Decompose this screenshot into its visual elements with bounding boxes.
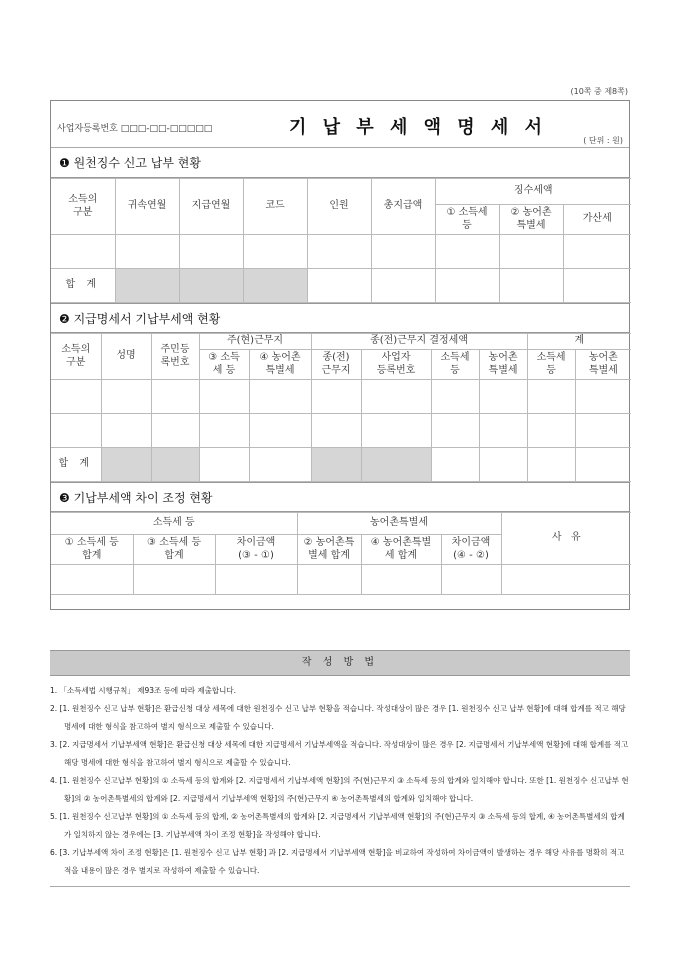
form-header <box>51 101 629 148</box>
cell[interactable] <box>563 269 631 303</box>
shaded-cell <box>361 448 431 482</box>
cell[interactable] <box>441 565 501 595</box>
s2-col-name: 성명 <box>101 334 151 380</box>
cell[interactable] <box>361 380 431 414</box>
section2-title: ❷ 지급명세서 기납부세액 현황 <box>51 303 629 333</box>
cell[interactable] <box>361 565 441 595</box>
shaded-cell <box>243 269 307 303</box>
sum-row <box>51 448 631 482</box>
s1-col-paid: 지급연월 <box>179 179 243 235</box>
cell[interactable] <box>527 448 575 482</box>
s2-col-main: 주(현)근무지 <box>199 334 311 350</box>
cell[interactable] <box>199 414 249 448</box>
section3-title: ❸ 기납부세액 차이 조정 현황 <box>51 482 629 512</box>
section1-title: ❶ 원천징수 신고 납부 현황 <box>51 148 629 178</box>
cell[interactable] <box>151 380 199 414</box>
s2-col-prev4: 농어촌 특별세 <box>479 350 527 380</box>
cell[interactable] <box>435 235 499 269</box>
cell[interactable] <box>311 414 361 448</box>
shaded-cell <box>151 448 199 482</box>
s2-col-income: 소득의 구분 <box>51 334 101 380</box>
cell[interactable] <box>527 414 575 448</box>
cell[interactable] <box>479 380 527 414</box>
cell[interactable] <box>527 380 575 414</box>
unit-note: ( 단위 : 원) <box>583 136 623 145</box>
cell[interactable] <box>115 235 179 269</box>
business-reg-number <box>57 121 212 134</box>
cell[interactable] <box>431 380 479 414</box>
s1-col-income: 소득의 구분 <box>51 179 115 235</box>
cell[interactable] <box>215 565 297 595</box>
cell[interactable] <box>249 414 311 448</box>
cell[interactable] <box>435 269 499 303</box>
cell[interactable] <box>51 414 101 448</box>
cell[interactable] <box>371 269 435 303</box>
cell[interactable] <box>101 380 151 414</box>
s1-col-tax3: 가산세 <box>563 205 631 235</box>
cell[interactable] <box>133 565 215 595</box>
s1-col-tax: 징수세액 <box>435 179 631 205</box>
page-number: (10쪽 중 제8쪽) <box>570 87 628 96</box>
cell[interactable] <box>199 380 249 414</box>
s2-col-sum2: 농어촌 특별세 <box>575 350 631 380</box>
s2-sum-label: 합 계 <box>51 448 101 482</box>
cell[interactable] <box>575 448 631 482</box>
writing-guide <box>50 650 630 887</box>
s3-col-rural2: ④ 농어촌특별 세 합계 <box>361 535 441 565</box>
s1-col-code: 코드 <box>243 179 307 235</box>
s2-col-id: 주민등 록번호 <box>151 334 199 380</box>
s1-sum-label: 합 계 <box>51 269 115 303</box>
cell[interactable] <box>431 448 479 482</box>
cell[interactable] <box>249 380 311 414</box>
cell[interactable] <box>479 448 527 482</box>
cell[interactable] <box>563 235 631 269</box>
list-item: 4. [1. 원천징수 신고납부 현황]의 ① 소득세 등의 합계와 [2. 지급명세서 기납부세액 현황]의 주(현)근무지 ③ 소득세 등의 합계와 일치해야 합니다. 또한 [1. 원천징수 신고납부 현황]의 ② 농어촌특별세의 합계와 [2. 지급명세서 기납부세액 현황]의 주(현)근무지 ④ 농어촌특별세의 합계와 일치해야 합니다. <box>50 776 629 803</box>
s1-col-attrib: 귀속연월 <box>115 179 179 235</box>
cell[interactable] <box>297 565 361 595</box>
guide-list <box>50 676 630 887</box>
s1-col-people: 인원 <box>307 179 371 235</box>
reg-label: 사업자등록번호 <box>57 124 118 134</box>
list-item: 2. [1. 원천징수 신고 납부 현황]은 환급신청 대상 세목에 대한 원천징수 신고 납부 현황을 적습니다. 작성대상이 많은 경우 [1. 원천징수 신고 납부 현황]에 대해 합계를 적고 해당 명세에 대한 형식을 참고하여 별지 형식으로 제출할 수 있습니다. <box>50 704 626 731</box>
cell[interactable] <box>307 269 371 303</box>
s2-col-prev: 종(전)근무지 결정세액 <box>311 334 527 350</box>
cell[interactable] <box>479 414 527 448</box>
cell[interactable] <box>311 380 361 414</box>
table-row <box>51 565 631 595</box>
s2-col-main1: ③ 소득 세 등 <box>199 350 249 380</box>
cell[interactable] <box>499 235 563 269</box>
s2-col-sum: 계 <box>527 334 631 350</box>
s1-col-tax1: ① 소득세 등 <box>435 205 499 235</box>
list-item: 3. [2. 지급명세서 기납부세액 현황]은 환급신청 대상 세목에 대한 지급명세서 기납부세액을 적습니다. 작성대상이 많은 경우 [2. 지급명세서 기납부세액 현황]에 대해 합계를 적고 해당 명세에 대한 형식을 참고하여 별지 형식으로 제출할 수 있습니다. <box>50 740 629 767</box>
cell[interactable] <box>249 448 311 482</box>
shaded-cell <box>179 269 243 303</box>
s3-col-income1: ① 소득세 등 합계 <box>51 535 133 565</box>
cell[interactable] <box>501 565 631 595</box>
s1-col-total: 총지급액 <box>371 179 435 235</box>
s3-col-rural: 농어촌특별세 <box>297 513 501 535</box>
cell[interactable] <box>575 414 631 448</box>
cell[interactable] <box>575 380 631 414</box>
shaded-cell <box>115 269 179 303</box>
s3-col-rural1: ② 농어촌특 별세 합계 <box>297 535 361 565</box>
s3-col-reason: 사 유 <box>501 513 631 565</box>
s3-col-income3: 차이금액 (③ - ①) <box>215 535 297 565</box>
reg-value: □□□-□□-□□□□□ <box>120 124 213 134</box>
cell[interactable] <box>243 235 307 269</box>
cell[interactable] <box>499 269 563 303</box>
cell[interactable] <box>361 414 431 448</box>
s3-col-income: 소득세 등 <box>51 513 297 535</box>
guide-title: 작 성 방 법 <box>50 650 630 676</box>
s1-col-tax2: ② 농어촌 특별세 <box>499 205 563 235</box>
s2-col-prev3: 소득세 등 <box>431 350 479 380</box>
s3-col-rural3: 차이금액 (④ - ②) <box>441 535 501 565</box>
cell[interactable] <box>101 414 151 448</box>
table-row <box>51 380 631 414</box>
cell[interactable] <box>371 235 435 269</box>
s3-col-income2: ③ 소득세 등 합계 <box>133 535 215 565</box>
section2-table <box>51 333 631 482</box>
s2-col-prev1: 종(전) 근무지 <box>311 350 361 380</box>
s2-col-sum1: 소득세 등 <box>527 350 575 380</box>
shaded-cell <box>311 448 361 482</box>
section3-table <box>51 512 631 595</box>
cell[interactable] <box>199 448 249 482</box>
cell[interactable] <box>51 380 101 414</box>
s2-col-main2: ④ 농어촌 특별세 <box>249 350 311 380</box>
cell[interactable] <box>179 235 243 269</box>
sum-row <box>51 269 631 303</box>
list-item: 6. [3. 기납부세액 차이 조정 현황]은 [1. 원천징수 신고 납부 현황] 과 [2. 지급명세서 기납부세액 현황]을 비교하여 작성하여 차이금액이 발생하는 경우 해당 사유를 명확히 적고 적을 내용이 많은 경우 별지로 작성하여 제출할 수 있습니다. <box>50 848 625 875</box>
cell[interactable] <box>51 235 115 269</box>
list-item: 5. [1. 원천징수 신고납부 현황]의 ① 소득세 등의 합계, ② 농어촌특별세의 합계와 [2. 지급명세서 기납부세액 현황]의 주(현)근무지 ③ 소득세 등의 합계, ④ 농어촌특별세의 합계가 일치하지 않는 경우에는 [3. 기납부세액 차이 조정 현황]을 작성해야 합니다. <box>50 812 625 839</box>
cell[interactable] <box>151 414 199 448</box>
cell[interactable] <box>51 565 133 595</box>
cell[interactable] <box>307 235 371 269</box>
list-item: 1. 「소득세법 시행규칙」 제93조 등에 따라 제출합니다. <box>50 686 237 695</box>
shaded-cell <box>101 448 151 482</box>
table-row <box>51 414 631 448</box>
table-row <box>51 235 631 269</box>
cell[interactable] <box>431 414 479 448</box>
form-title: 기 납 부 세 액 명 세 서 <box>289 117 547 138</box>
section1-table <box>51 178 631 303</box>
statement-form <box>50 100 630 610</box>
s2-col-prev2: 사업자 등록번호 <box>361 350 431 380</box>
